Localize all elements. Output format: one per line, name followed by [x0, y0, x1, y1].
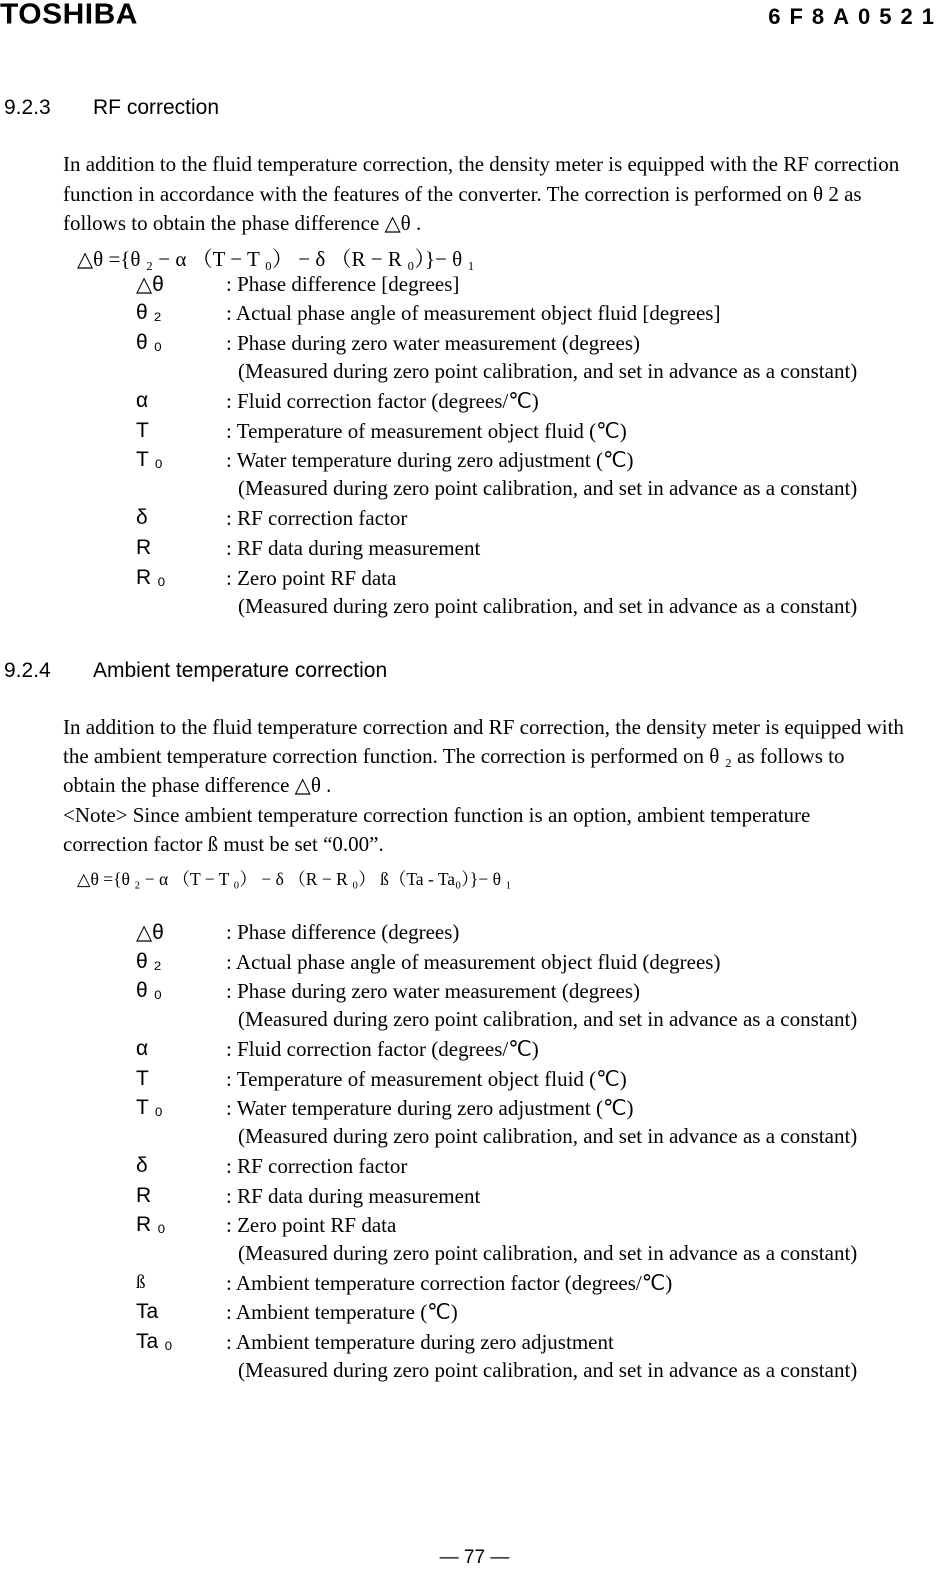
paragraph-line: obtain the phase difference △θ . [63, 773, 332, 798]
symbol: T [136, 1067, 149, 1090]
symbol: R ₀ [136, 566, 166, 589]
paragraph-line: In addition to the fluid temperature correction and RF correction, the density meter is equipped with [63, 715, 904, 739]
definition: : Water temperature during zero adjustment (℃) [226, 448, 634, 472]
definition-note: (Measured during zero point calibration, and set in advance as a constant) [238, 359, 858, 383]
symbol: θ ₀ [136, 979, 163, 1002]
section-title: RF correction [93, 96, 220, 119]
definition: : RF correction factor [226, 1154, 408, 1178]
symbol: △θ [136, 273, 164, 296]
paragraph-ambient-intro [63, 713, 947, 859]
symbol: R ₀ [136, 1213, 166, 1236]
definition: : Temperature of measurement object fluid (℃) [226, 419, 627, 443]
section-heading-9-2-3 [4, 96, 404, 124]
section-title: Ambient temperature correction [93, 659, 388, 682]
definition: : Fluid correction factor (degrees/℃) [226, 389, 539, 413]
formula-rf-correction: △θ ={θ ₂ − α （T − T ₀） − δ （R − R ₀）}− θ ₁ [77, 247, 475, 271]
paragraph-rf-intro [63, 150, 947, 239]
definition: : Ambient temperature correction factor (degrees/℃) [226, 1271, 673, 1295]
definition: : Fluid correction factor (degrees/℃) [226, 1037, 539, 1061]
symbol: T [136, 419, 149, 442]
symbol: Ta ₀ [136, 1330, 173, 1353]
definition: : Ambient temperature (℃) [226, 1300, 458, 1324]
symbol: T ₀ [136, 448, 163, 471]
symbol: δ [136, 1154, 148, 1177]
paragraph-line: function in accordance with the features of the converter. The correction is performed on θ 2 as [63, 181, 862, 206]
page-number: — 77 — [439, 1547, 510, 1568]
definition-note: (Measured during zero point calibration, and set in advance as a constant) [238, 594, 858, 618]
paragraph-line: the ambient temperature correction function. The correction is performed on θ ₂ as follows to [63, 744, 845, 769]
definition: : RF data during measurement [226, 1184, 481, 1208]
section-number: 9.2.4 [4, 659, 51, 682]
symbol: △θ [136, 921, 164, 944]
paragraph-line: correction factor ß must be set “0.00”. [63, 831, 384, 856]
paragraph-line: In addition to the fluid temperature correction, the density meter is equipped with the RF correction [63, 152, 900, 176]
definition: : Actual phase angle of measurement object fluid (degrees) [226, 950, 721, 974]
definition: : Phase during zero water measurement (degrees) [226, 331, 640, 355]
formula-ambient-correction: △θ ={θ ₂ − α （T − T ₀） − δ （R − R ₀） ß（Ta - Ta₀）}− θ ₁ [77, 869, 512, 889]
definition: : RF correction factor [226, 506, 408, 530]
symbol: θ ₀ [136, 331, 163, 354]
definition: : Phase during zero water measurement (degrees) [226, 979, 640, 1003]
definition-note: (Measured during zero point calibration, and set in advance as a constant) [238, 1241, 858, 1265]
paragraph-line: <Note> Since ambient temperature correction function is an option, ambient temperature [63, 802, 811, 827]
symbol: R [136, 536, 152, 559]
definition-note: (Measured during zero point calibration, and set in advance as a constant) [238, 476, 858, 500]
definition: : Temperature of measurement object fluid (℃) [226, 1067, 627, 1091]
definition: : RF data during measurement [226, 536, 481, 560]
document-number: 6F8A0521 [768, 4, 943, 29]
symbol: θ ₂ [136, 301, 162, 324]
definition: : Phase difference [degrees] [226, 272, 460, 296]
definition-note: (Measured during zero point calibration, and set in advance as a constant) [238, 1007, 858, 1031]
definition: : Ambient temperature during zero adjustment [226, 1330, 614, 1354]
section-heading-9-2-4 [4, 659, 504, 687]
symbol: R [136, 1184, 152, 1207]
definition: : Actual phase angle of measurement object fluid [degrees] [226, 301, 721, 325]
toshiba-logo: TOSHIBA [0, 0, 138, 31]
symbol: α [136, 1037, 149, 1060]
definition: : Zero point RF data [226, 566, 397, 590]
symbol: ß [136, 1272, 146, 1293]
definition-note: (Measured during zero point calibration, and set in advance as a constant) [238, 1358, 858, 1382]
definition: : Water temperature during zero adjustment (℃) [226, 1096, 634, 1120]
definition-note: (Measured during zero point calibration, and set in advance as a constant) [238, 1124, 858, 1148]
section-number: 9.2.3 [4, 96, 51, 119]
symbol: δ [136, 506, 148, 529]
symbol: θ ₂ [136, 950, 162, 973]
symbol: α [136, 389, 149, 412]
definition: : Phase difference (degrees) [226, 920, 460, 944]
symbol: T ₀ [136, 1096, 163, 1119]
definition: : Zero point RF data [226, 1213, 397, 1237]
symbol: Ta [136, 1300, 159, 1323]
paragraph-line: follows to obtain the phase difference △θ . [63, 211, 422, 235]
